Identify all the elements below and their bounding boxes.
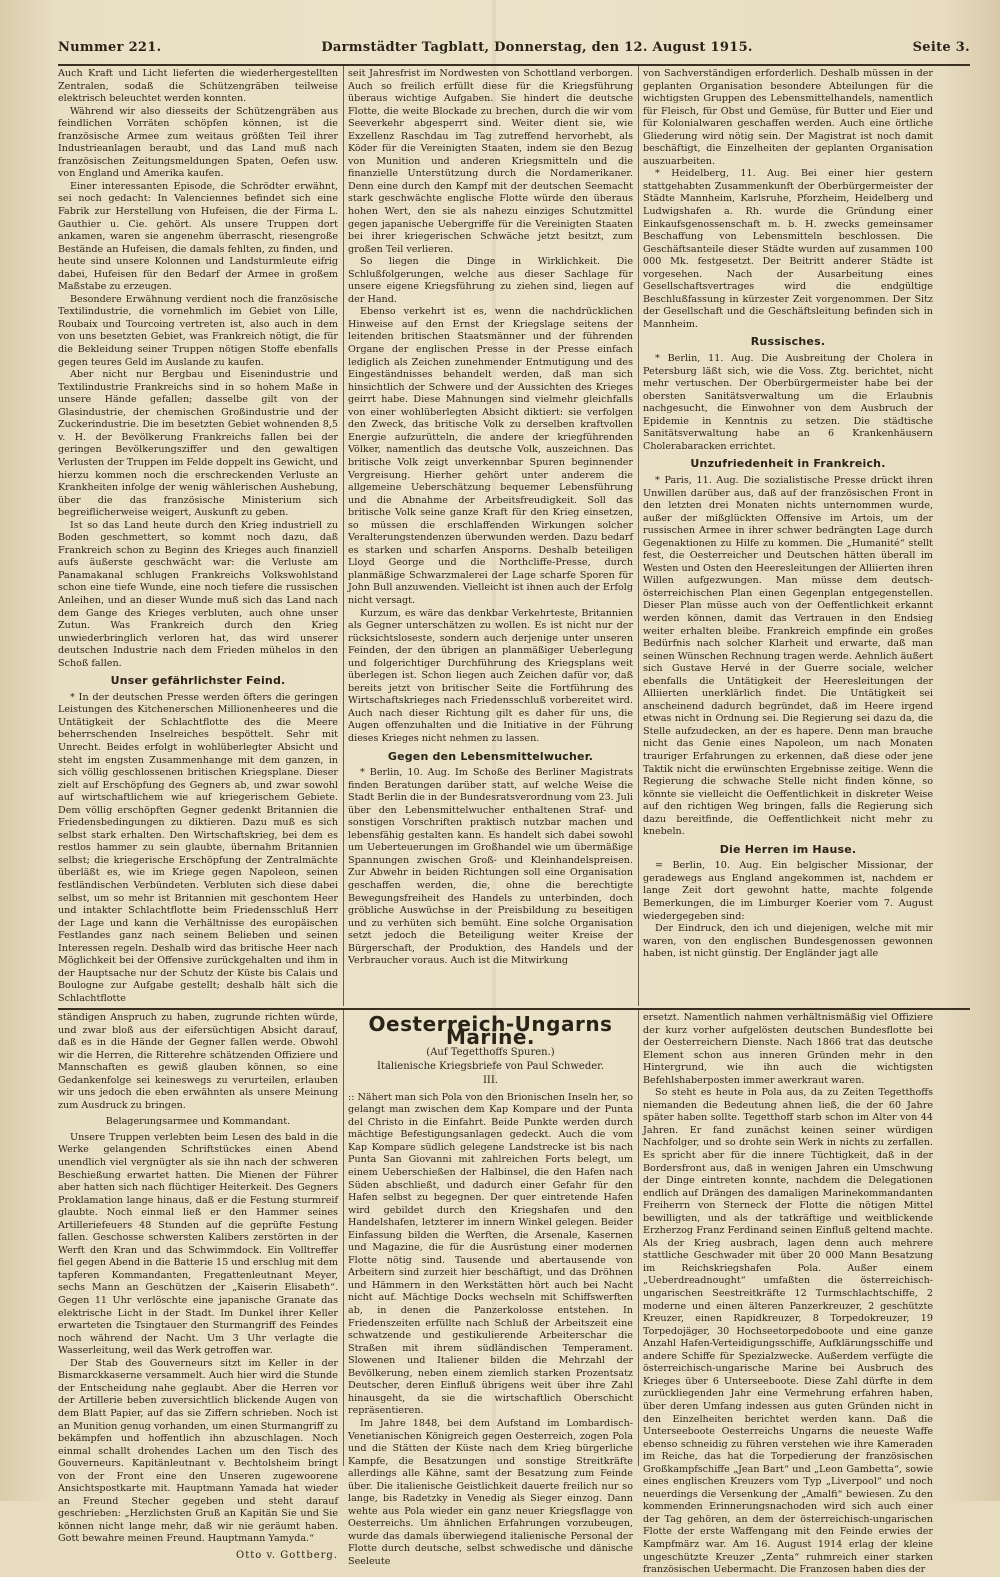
paragraph: Aber nicht nur Bergbau und Eisenindustrie und Textilindustrie Frankreichs sind in so hohem Maße in unsere Hände gefallen; dasselbe gilt von der Glasindustrie, der chemischen Großindustrie und der Zuckerindustrie. Die im besetzten Gebiet wohnenden 8,5 v. H. der Bevölkerung Frankreichs fallen bei der geringen Bevölkerungsziffer und den gewaltigen Verlusten der Truppen im Felde doppelt ins Gewicht, und hierzu kommen noch die erschreckenden Verluste an Krankheiten infolge der wenig wählerischen Aushebung, über die das französische Ministerium sich begreiflicherweise weigert, Auskunft zu geben. bbox=[58, 369, 338, 519]
paragraph: Der Eindruck, den ich und diejenigen, welche mit mir waren, von den englischen Bundesgenossen gewonnen haben, ist nicht günstig. Der Engländer jagt alle bbox=[643, 923, 933, 960]
paragraph: ersetzt. Namentlich nahmen verhältnismäßig viel Offiziere der kurz vorher aufgelösten deutschen Bundesflotte bei der Oesterreichern Dienste. Nach 1866 trat das deutsche Element schon aus inneren Gründen mehr in den Hintergrund, wie ihn auch die wichtigsten Befehlshaberposten immer awerkraut waren. bbox=[643, 1012, 933, 1086]
column-divider bbox=[343, 66, 344, 1006]
section-heading: Unser gefährlichster Feind. bbox=[110, 674, 286, 688]
section-heading: Die Herren im Hause. bbox=[719, 842, 857, 856]
paragraph: Besondere Erwähnung verdient noch die französische Textilindustrie, die vornehmlich im Gebiet von Lille, Roubaix und Tourcoing vertreten ist, also auch in dem von uns besetzten Gebiet, was Frankreich nötigt, die für die Bekleidung seiner Truppen nötigen Stoffe ebenfalls gegen teures Geld im Auslande zu kaufen. bbox=[58, 293, 338, 368]
bottom-column-3 bbox=[643, 1012, 933, 1576]
paragraph: * Berlin, 10. Aug. Im Schoße des Berliner Magistrats finden Beratungen darüber statt, auf welche Weise die Stadt Berlin die in der Bundesratsverordnung vom 23. Juli über den Lebensmittelwucher enthaltenen Straf- und sonstigen Vorschriften praktisch nutzbar machen und lebensfähig gestalten kann. Es handelt sich dabei sowohl um Ueberteuerungen im Großhandel wie um übermäßige Spannungen zwischen Groß- und Kleinhandelspreisen. Zur Abwehr in beiden Richtungen soll eine Organisation geschaffen werden, die, ohne die berechtigte Bewegungsfreiheit des Handels zu unterbinden, doch gröbliche Auswüchse in der Preisbildung zu beseitigen und zu verhüten sich bemüht. Eine solche Organisation setzt jedoch die Beteiligung weiter Kreise der Bürgerschaft, der Produktion, des Handels und der Verbraucher voraus. Auch ist die Mitwirkung bbox=[348, 767, 633, 967]
paragraph: Kurzum, es wäre das denkbar Verkehrteste, Britannien als Gegner unterschätzen zu wollen. Es ist nicht nur der rücksichtsloseste, sondern auch derjenige unter unseren Feinden, der den übrigen an planmäßiger Ueberlegung und folgerichtiger Durchführung des Kriegsplans weit überlegen ist. Schon liegen auch Zeichen dafür vor, daß bereits jetzt von britischer Seite die Fortführung des Wirtschaftskrieges nach Friedensschluß vorbereitet wird. Auch nach dieser Richtung gilt es daher für uns, die Augen offenzuhalten und die Initiative in der Führung dieses Krieges nicht nehmen zu lassen. bbox=[348, 607, 633, 744]
paragraph: * Berlin, 11. Aug. Die Ausbreitung der Cholera in Petersburg läßt sich, wie die Voss. Ztg. berichtet, nicht mehr vertuschen. Der Oberbürgermeister habe bei der obersten Sanitätsverwaltung um die Erlaubnis nachgesucht, die Einwohner von dem Ausbruch der Epidemie in Kenntnis zu setzen. Die städtische Sanitätsverwaltung habe an 6 Krankenhäusern Cholerabaracken errichtet. bbox=[643, 353, 933, 452]
feuilleton-title: Oesterreich-Ungarns Marine. bbox=[368, 1012, 613, 1049]
paragraph: Auch Kraft und Licht lieferten die wiederhergestellten Zentralen, sodaß die Schützengräben teilweise elektrisch beleuchtet werden konnten. bbox=[58, 68, 338, 105]
column-2 bbox=[348, 68, 633, 1006]
part-number: III. bbox=[482, 1075, 499, 1087]
paragraph: Ist so das Land heute durch den Krieg industriell zu Boden geschmettert, so kommt noch dazu, daß Frankreich schon zu Beginn des Krieges auch finanziell aufs äußerste geschwächt war: die Verluste am Panamakanal schlugen Frankreichs Volkswohlstand schon eine tiefe Wunde, eine noch tiefere die russischen Anleihen, und an dieser Wunde muß sich das Land nach dem Gange des Krieges verbluten, auch ohne unser Zutun. Was Frankreich durch den Krieg unwiederbringlich verloren hat, das wird unserer deutschen Industrie nach dem Frieden mühelos in den Schoß fallen. bbox=[58, 519, 338, 669]
paragraph: Im Jahre 1848, bei dem Aufstand im Lombardisch-Venetianischen Königreich gegen Oesterreich, zogen Pola und die Stätten der Küste nach dem Krieg bürgerliche Kampfe, die Besatzungen und sonstige Streitkräfte allerdings alle Kähne, samt der Besatzung zum Feinde über. Die italienische Geistlichkeit dauerte freilich nur so lange, bis Radetzky in Venedig als Sieger einzog. Dann wehte aus Pola wieder ein ganz neuer Kriegsflagge von Oesterreichs. Um ähnlichen Erfahrungen vorzubeugen, wurde das damals überwiegend italienische Personal der Flotte durch deutsche, selbst schwedische und dänische Seeleute bbox=[348, 1417, 633, 1567]
issue-number: Nummer 221. bbox=[58, 40, 162, 55]
paragraph: Ebenso verkehrt ist es, wenn die nachdrücklichen Hinweise auf den Ernst der Kriegslage seitens der leitenden britischen Staatsmänner und der führenden Organe der englischen Presse in der Presse einfach lediglich als Zeichen zunehmender Entmutigung und des Eingeständnisses behandelt werden, daß man sich hinsichtlich der Schwere und der Aussichten des Krieges geirrt habe. Diese Mahnungen sind vielmehr gleichfalls von einer wohlüberlegten Absicht diktiert: sie verfolgen den Zweck, das britische Volk zu derselben kraftvollen Energie aufzurütteln, die andere der kriegführenden Völker, namentlich das deutsche Volk, auszeichnen. Das britische Volk zeigt unverkennbar Spuren beginnender Vergreisung. Hierher gehört unter anderem die allgemeine Ueberschätzung bequemer Lebensführung und die Abnahme der Arbeitsfreudigkeit. Soll das britische Volk seine ganze Kraft für den Krieg einsetzen, so müssen die erschlaffenden Wirkungen solcher Veralterungstendenzen überwunden werden. Dazu bedarf es starken und scharfen Ansporns. Deshalb beteiligen Lloyd George und die Northcliffe-Presse, durch planmäßige Schwarzmalerei der Lage scharfe Sporen für John Bull anzuwenden. Vielleicht ist ihnen auch der Erfolg nicht versagt. bbox=[348, 306, 633, 606]
paragraph: Einer interessanten Episode, die Schrödter erwähnt, sei noch gedacht: In Valenciennes befindet sich eine Fabrik zur Herstellung von Hufeisen, die der Firma L. Gauthier u. Cie. gehört. Als unsere Truppen dort ankamen, waren sie angenehm überrascht, riesengroße Bestände an Hufeisen, die damals fehlten, zu finden, und heute sind unsere Kolonnen und Landsturmleute eifrig dabei, Hufeisen für den Bedarf der Armee in großem Maßstabe zu erzeugen. bbox=[58, 180, 338, 293]
paragraph: von Sachverständigen erforderlich. Deshalb müssen in der geplanten Organisation besondere Abteilungen für die wichtigsten Gruppen des Lebensmittelhandels, namentlich für Fleisch, für Obst und Gemüse, für Butter und Eier und für Kolonialwaren geschaffen werden. Auch eine örtliche Gliederung wird nötig sein. Der Magistrat ist noch damit beschäftigt, die Einzelheiten der geplanten Organisation auszuarbeiten. bbox=[643, 68, 933, 167]
column-3 bbox=[643, 68, 933, 1006]
feuilleton-rule bbox=[58, 1008, 970, 1010]
column-divider bbox=[638, 1010, 639, 1466]
paragraph: * In der deutschen Presse werden öfters die geringen Leistungen des Kitchenerschen Millionenheeres und die Untätigkeit der Schlachtflotte des die Meere beherrschenden Inselreiches bespöttelt. Sehr mit Unrecht. Beides erfolgt in wohlüberlegter Absicht und steht im engsten Zusammenhange mit dem ganzen, in sich völlig geschlossenen britischen Kriegsplane. Dieser zielt auf Erschöpfung des Gegners ab, und zwar sowohl auf wirtschaftlichem wie auf kriegerischem Gebiete. Dem völlig erschöpften Gegner gedenkt Britannien die Friedensbedingungen zu diktieren. Dazu muß es sich selbst stark erhalten. Den Wirtschaftskrieg, bei dem es restlos hammer zu sein glaubte, übernahm Britannien selbst; die kriegerische Erschöpfung der Zentralmächte überläßt es, wie im Kriege gegen Napoleon, seinen festländischen Verbündeten. Verbluten sich diese dabei selbst, um so mehr ist Britannien mit geschontem Heer und intakter Schlachtflotte beim Friedensschluß Herr der Lage und kann die Verhältnisse des europäischen Festlandes ganz nach seinem Belieben und seinen Interessen regeln. Deshalb wird das britische Heer nach Möglichkeit bei der Offensive zurückgehalten und ihm in der Hauptsache nur der Schutz der Küste bis Calais und Boulogne zur Aufgabe gestellt; deshalb hält sich die Schlachtflotte bbox=[58, 691, 338, 1004]
section-heading: Unzufriedenheit in Frankreich. bbox=[690, 457, 886, 471]
paragraph: * Paris, 11. Aug. Die sozialistische Presse drückt ihren Unwillen darüber aus, daß auf der französischen Front in den letzten drei Monaten nichts unternommen wurde, außer der mißglückten Offensive im Artois, um der russischen Armee in ihrer schwer bedrängten Lage durch Gegenaktionen zu Hilfe zu kommen. Die „Humanité“ stellt fest, die Oesterreicher und Deutschen hätten überall im Westen und Osten den Heeresleitungen der Alliierten ihren Willen aufgezwungen. Man müsse dem deutsch-österreichischen Plan einen Gegenplan entgegenstellen. Dieser Plan müsse auch von der Oeffentlichkeit erkannt werden können, damit das Vertrauen in den Endsieg weiter erhalten bleibe. Frankreich empfinde ein großes Bedürfnis nach solcher Klarheit und erwarte, daß man seinen Wünschen Rechnung tragen werde. Aehnlich äußert sich Gustave Hervé in der Guerre sociale, welcher ebenfalls die Untätigkeit der Heeresleitungen der Alliierten unerklärlich findet. Die Untätigkeit sei anscheinend dadurch begründet, daß im Heere irgend etwas nicht in Ordnung sei. Die Regierung sei dazu da, die Stelle aufzudecken, an der es hapere. Denn man brauche nicht das Genie eines Napoleon, um nach Monaten trauriger Erfahrungen zu erkennen, daß diese oder jene Taktik nicht die erwünschten Ergebnisse zeitige. Wenn die Regierung die schwache Stelle nicht finden könne, so könnte sie vielleicht die Oeffentlichkeit in diskreter Weise auf den richtigen Weg bringen, falls die Regierung sich dazu bereitfinde, die Oeffentlichkeit nicht mehr zu knebeln. bbox=[643, 474, 933, 838]
paragraph: Der Stab des Gouverneurs sitzt im Keller in der Bismarckkaserne versammelt. Auch hier wird die Stunde der Entscheidung nahe geglaubt. Aber die Herren vor der Artillerie beben zuversichtlich blickende Augen von dem Blatt Papier, auf das sie Ziffern schrieben. Noch ist an Munition genug vorhanden, um einen Sturmangriff zu bekämpfen und hoffentlich ihn abzuschlagen. Noch einmal schallt drohendes Lachen um den Tisch des Gouverneurs. Kapitänleutnant v. Bechtolsheim bringt von der Front eine den Unseren zugewoorene Ansichtspostkarte mit. Hauptmann Yamada hat wieder an Freund Stecher gegeben und steht darauf geschrieben: „Herzlichsten Gruß an Kapitän Sie und Sie können nicht lange mehr, daß wir nie geräumt haben. Gott bewahre meinen Freund. Hauptmann Yamyda.“ bbox=[58, 1357, 338, 1545]
bottom-column-1 bbox=[58, 1012, 338, 1561]
paragraph: seit Jahresfrist im Nordwesten von Schottland verborgen. Auch so freilich erfüllt diese für die Kriegsführung überaus wichtige Aufgaben. Sie hindert die deutsche Flotte, die weite Blockade zu brechen, durch die wir vom Seeverkehr abgesperrt sind. Weiter dient sie, wie Exzellenz Raschdau im Tag zutreffend hervorhebt, als Köder für die Vereinigten Staaten, indem sie den Bezug von Munition und anderen Kriegsmitteln und die finanzielle Unterstützung durch die Nordamerikaner. Denn eine durch den Kampf mit der deutschen Seemacht stark geschwächte englische Flotte würde den überaus hohen Wert, den sie als nahezu einziges Schutzmittel gegen japanische Uebergriffe für die Vereinigten Staaten bei ihrer kriegerischen Schwäche jetzt besitzt, zum großen Teil verlieren. bbox=[348, 68, 633, 255]
column-1 bbox=[58, 68, 338, 1006]
column-divider bbox=[343, 1010, 344, 1466]
section-heading: Belagerungsarmee und Kommandant. bbox=[105, 1116, 291, 1128]
section-heading: Russisches. bbox=[750, 335, 826, 349]
section-heading: Gegen den Lebensmittelwucher. bbox=[387, 749, 594, 763]
paragraph: So liegen die Dinge in Wirklichkeit. Die Schlußfolgerungen, welche aus dieser Sachlage für unsere eigene Kriegsführung zu ziehen sind, liegen auf der Hand. bbox=[348, 256, 633, 305]
paragraph: Unsere Truppen verlebten beim Lesen des bald in die Werke gelangenden Schriftstückes einen Abend unendlich viel vergnügter als sie ihn nach der schweren Beschießung erwartet hatten. Die Mienen der Führer aber hatten sich nach flüchtiger Heiterkeit. Des Gegners Proklamation lange hinaus, daß er die Festung sturmreif glaubte. Noch einmal ließ er den Hammer seines Artilleriefeuers 48 Stunden auf die geprüfte Festung fallen. Geschosse schwersten Kalibers zerstörten in der Werft den Kran und das Schwimmdock. Ein Volltreffer fiel gegen Abend in die Batterie 15 und erschlug mit dem tapferen Kommandanten, Fregattenleutnant Meyer, sechs Mann an Geschützen der „Kaiserin Elisabeth“. Gegen 11 Uhr verlöschte eine japanische Granate das elektrische Licht in der Stadt. Im Dunkel ihrer Keller erwarteten die Tsingtauer den Sturmangriff des Feindes noch während der Nacht. Um 3 Uhr verlagte die Wasserleitung, weil das Werk getroffen war. bbox=[58, 1131, 338, 1357]
page-number: Seite 3. bbox=[912, 40, 970, 55]
header-rule bbox=[58, 64, 970, 66]
feuilleton-byline: Italienische Kriegsbriefe von Paul Schweder. bbox=[376, 1060, 605, 1072]
paragraph: So steht es heute in Pola aus, da zu Zeiten Tegetthoffs niemanden die Bedeutung ahnen ließ, die der 60 Jahre später haben sollte. Tegetthoff starb schon im Alter von 44 Jahren. Er fand zunächst keinen seiner würdigen Nachfolger, und so drohte sein Werk in nichts zu zerfallen. Es spricht aber für die innere Tüchtigkeit, daß in der Bordersfront aus, daß in wenigen Jahren ein Umschwung der Dinge eintreten konnte, nachdem die Delegationen endlich auf Drängen des damaligen Marinekommandanten Freiherrn von Sterneck der Flotte die nötigen Mittel bewilligten, und als der tatkräftige und weitblickende Erzherzog Franz Ferdinand seinen Einfluß geltend machte. Als der Krieg ausbrach, lagen denn auch mehrere stattliche Geschwader mit über 20 000 Mann Besatzung im Reichskriegshafen Pola. Außer einem „Ueberdreadnought“ umfaßten die österreichisch-ungarischen Seestreitkräfte 12 Turmschlachtschiffe, 2 moderne und einen älteren Panzerkreuzer, 2 geschützte Kreuzer, einen Rapidkreuzer, 8 Torpedokreuzer, 19 Torpedojäger, 30 Hochseetorpedoboote und eine ganze Anzahl Hafen-Verteidigungsschiffe, Aufklärungsschiffe und andere Schiffe für Spezialzwecke. Außerdem verfügte die österreichisch-ungarische Marine bei Ausbruch des Krieges über 6 Unterseeboote. Diese Zahl dürfte in dem zurückliegenden Jahr eine Vermehrung erfahren haben, über deren Umfang indessen aus guten Gründen nicht in den Einzelheiten berichtet werden kann. Daß die Unterseeboote Oesterreichs Ungarns die neueste Waffe ebenso schneidig zu führen verstehen wie ihre Kameraden im Reiche, das hat die Torpedierung der französischen Großkampfschiffe „Jean Bart“ und „Leon Gambetta“, sowie eines englischen Kreuzers vom Typ „Liverpool“ und noch neuerdings die Versenkung der „Amalfi“ bewiesen. Zu den kommenden Erinnerungsnachoden wird sich auch einer der Tag gehören, an dem der österreichisch-ungarischen Flotte der erste Waffengang mit den Feinde erwies der Kampfmärz war. Am 16. August 1914 erlag der kleine ungeschützte Kreuzer „Zenta“ ruhmreich einer starken französischen Uebermacht. Die Franzosen haben dies der bbox=[643, 1087, 933, 1576]
paragraph: :: Nähert man sich Pola von den Brionischen Inseln her, so gelangt man zwischen dem Kap Kompare und der Punta del Christo in die Einfahrt. Beide Punkte werden durch mächtige Befestigungsanlagen gedeckt. Auch die vom Kap Kompare südlich gelegene Landstrecke ist bis nach Punta San Giovanni mit zahlreichen Forts belegt, um einem Ueberschießen der Halbinsel, die den Hafen nach Süden abschließt, und dadurch einer Gefahr für den Hafen selbst zu begegnen. Der quer eintretende Hafen wird gebildet durch den Kriegshafen und den Handelshafen, letzterer im innern Winkel gelegen. Beider Einfassung bilden die Werften, die Arsenale, Kasernen und Magazine, die für die Ausrüstung einer modernen Flotte nötig sind. Tausende und abertausende von Arbeitern sind zurzeit hier beschäftigt, und das Dröhnen und Hämmern in den Werkstätten hört auch bei Nacht nicht auf. Mächtige Docks wechseln mit Schiffswerften ab, in denen die Panzerkolosse entstehen. In Friedenszeiten erfüllte nach Schluß der Arbeitszeit eine schwatzende und gestikulierende Arbeiterschar die Straßen mit ihrem südländischen Temperament. Slowenen und Italiener bilden die Mehrzahl der Bevölkerung, neben einem ziemlich starken Prozentsatz Deutscher, deren Einfluß übrigens weit über ihre Zahl hinausgeht, da sie die wirtschaftlich Oberschicht repräsentieren. bbox=[348, 1091, 633, 1417]
author-signature: Otto v. Gottberg. bbox=[236, 1549, 338, 1561]
paper-dateline: Darmstädter Tagblatt, Donnerstag, den 12. August 1915. bbox=[321, 40, 753, 55]
column-divider bbox=[638, 66, 639, 1006]
page-header bbox=[58, 40, 970, 64]
paragraph: = Berlin, 10. Aug. Ein belgischer Missionar, der geradewegs aus England angekommen ist, nachdem er lange Zeit dort gewohnt hatte, machte folgende Bemerkungen, die im Limburger Koerier vom 7. August wiedergegeben sind: bbox=[643, 860, 933, 922]
paragraph: ständigen Anspruch zu haben, zugrunde richten würde, und zwar bloß aus der eifersüchtigen Absicht darauf, daß es in die Hände der Gegner fallen werde. Obwohl wir die Herren, die Ritterehre schätzenden Offiziere und Mannschaften es gewiß glauben können, so eine Gedankenfolge sei keineswegs zu verurteilen, erlauben wir uns jedoch die eben erwähnten als unsere Meinung zum Ausdruck zu bringen. bbox=[58, 1012, 338, 1111]
bottom-column-2 bbox=[348, 1012, 633, 1567]
feuilleton-subtitle: (Auf Tegetthoffs Spuren.) bbox=[426, 1047, 555, 1059]
paragraph: Während wir also diesseits der Schützengräben aus feindlichen Vorräten schöpfen können, ist die französische Armee zum weitaus größten Teil ihrer Industrieanlagen beraubt, und das Land muß nach französischen Zeitungsmeldungen Spaten, Oefen usw. von England und Amerika kaufen. bbox=[58, 105, 338, 180]
paragraph: * Heidelberg, 11. Aug. Bei einer hier gestern stattgehabten Zusammenkunft der Oberbürgermeister der Städte Mannheim, Karlsruhe, Pforzheim, Heidelberg und Ludwigshafen a. Rh. wurde die Gründung einer Einkaufsgenossenschaft m. b. H. zwecks gemeinsamer Beschaffung von Lebensmitteln beschlossen. Die Geschäftsanteile dieser Städte wurden auf zusammen 100 000 Mk. festgesetzt. Der Beitritt anderer Städte ist vorgesehen. Nach der Ausarbeitung eines Gesellschaftsvertrages wird die endgültige Beschlußfassung in kürzester Zeit vorgenommen. Der Sitz der Gesellschaft und die Geschäftsleitung befinden sich in Mannheim. bbox=[643, 168, 933, 330]
